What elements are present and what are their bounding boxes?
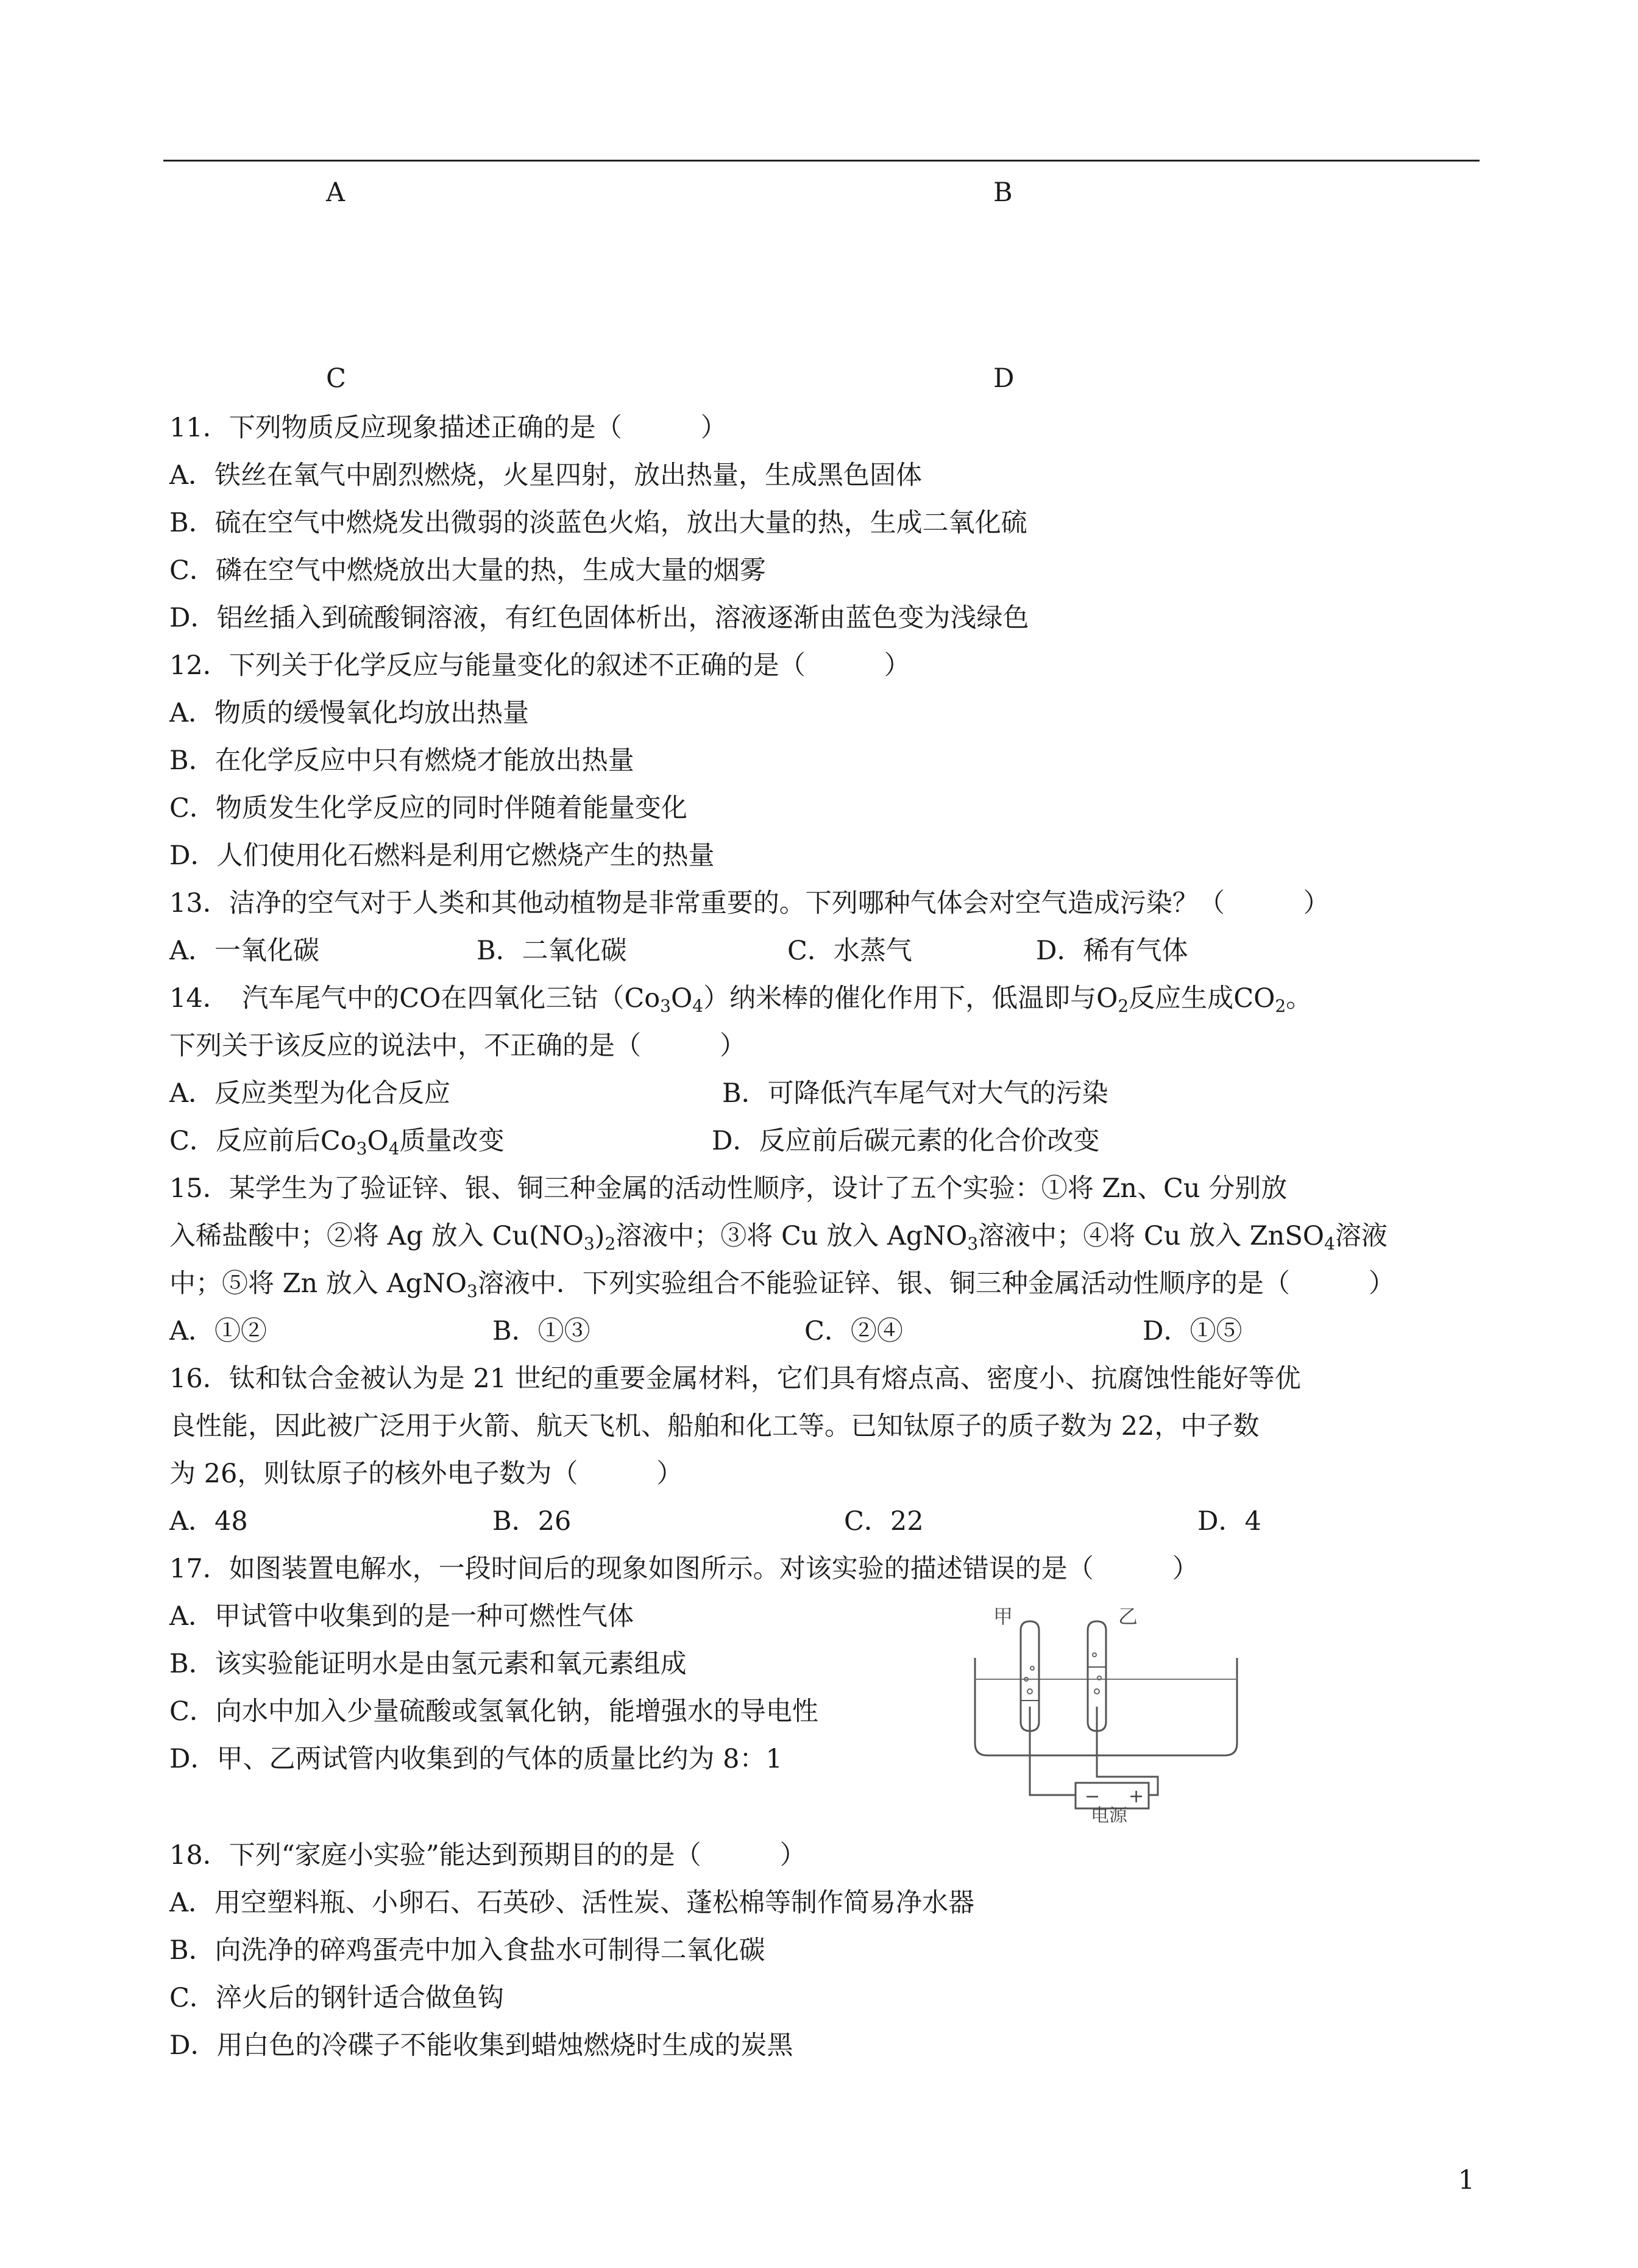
- subscript: 3: [583, 1234, 595, 1254]
- q14-option-b: B．可降低汽车尾气对大气的污染: [722, 1078, 1108, 1109]
- q16-stem-line1: 16．钛和钛合金被认为是 21 世纪的重要金属材料，它们具有熔点高、密度小、抗腐蚀性能好等优: [169, 1363, 1301, 1394]
- q14-c-formula: Co: [320, 1126, 356, 1156]
- q13-option-b: B．二氧化碳: [477, 936, 627, 966]
- q15-option-d: D．①⑤: [1143, 1316, 1243, 1346]
- q18-option-b: B．向洗净的碎鸡蛋壳中加入食盐水可制得二氧化碳: [169, 1935, 765, 1966]
- subscript: 2: [604, 1234, 616, 1254]
- subscript: 4: [1324, 1234, 1335, 1254]
- page-number: 1: [1458, 2165, 1475, 2195]
- q14-stem-line2: 下列关于该反应的说法中，不正确的是（ ）: [169, 1031, 746, 1061]
- q14-formula-catalyst: O: [671, 983, 693, 1014]
- q13-stem: 13．洁净的空气对于人类和其他动植物是非常重要的。下列哪种气体会对空气造成污染？（ ）: [169, 888, 1330, 919]
- q11-option-b: B．硫在空气中燃烧发出微弱的淡蓝色火焰，放出大量的热，生成二氧化硫: [169, 508, 1027, 538]
- q13-option-c: C．水蒸气: [787, 936, 912, 966]
- q15-stem-line3: [169, 1268, 1395, 1301]
- q17-option-d: D．甲、乙两试管内收集到的气体的质量比约为 8：1: [169, 1744, 782, 1774]
- q15-option-a: A．①②: [169, 1316, 268, 1346]
- q15-stem-line2: [169, 1223, 1388, 1253]
- q14-text: 。: [1286, 983, 1313, 1014]
- q11-option-a: A．铁丝在氧气中剧烈燃烧，火星四射，放出热量，生成黑色固体: [169, 460, 923, 491]
- label-yi: 乙: [1118, 1605, 1138, 1628]
- q14-option-d: D．反应前后碳元素的化合价改变: [712, 1126, 1100, 1156]
- q18-option-c: C．淬火后的钢针适合做鱼钩: [169, 1983, 504, 2013]
- q16-option-a: A．48: [169, 1506, 248, 1537]
- electrolysis-apparatus-diagram: [963, 1600, 1249, 1822]
- header-rule: [163, 160, 1480, 162]
- image-option-a-label: A: [326, 177, 346, 208]
- q16-option-c: C．22: [844, 1506, 924, 1537]
- q17-option-b: B．该实验能证明水是由氢元素和氧元素组成: [169, 1649, 687, 1679]
- q13-option-a: A．一氧化碳: [169, 936, 320, 966]
- q15-stem-line1: 15．某学生为了验证锌、银、铜三种金属的活动性顺序，设计了五个实验：①将 Zn、Cu 分别放: [169, 1173, 1288, 1204]
- q15-text: 溶液中；④将 Cu 放入 ZnSO: [978, 1221, 1325, 1251]
- image-option-c-label: C: [326, 363, 346, 394]
- plus-terminal: +: [1129, 1786, 1144, 1807]
- q12-stem: 12．下列关于化学反应与能量变化的叙述不正确的是（ ）: [169, 650, 910, 681]
- label-jia: 甲: [993, 1605, 1013, 1628]
- q14-formula-co2: CO: [1233, 983, 1275, 1014]
- q14-text: 14． 汽车尾气中的: [169, 983, 400, 1014]
- q14-text: ）纳米棒的催化作用下，低温即与: [703, 983, 1097, 1014]
- q17-stem: 17．如图装置电解水，一段时间后的现象如图所示。对该实验的描述错误的是（ ）: [169, 1554, 1199, 1584]
- minus-terminal: −: [1085, 1786, 1101, 1807]
- q16-stem-line3: 为 26，则钛原子的核外电子数为（ ）: [169, 1459, 683, 1489]
- q18-option-a: A．用空塑料瓶、小卵石、石英砂、活性炭、蓬松棉等制作简易净水器: [169, 1888, 975, 1918]
- q14-option-c: [169, 1128, 505, 1157]
- electrolysis-svg: [963, 1600, 1249, 1822]
- subscript: 3: [467, 1281, 478, 1301]
- image-option-d-label: D: [993, 363, 1015, 394]
- q18-stem: 18．下列“家庭小实验”能达到预期目的的是（ ）: [169, 1840, 806, 1871]
- subscript: 4: [692, 996, 704, 1016]
- subscript: 2: [1275, 996, 1286, 1016]
- q15-text: 中；⑤将 Zn 放入 AgNO: [169, 1268, 467, 1299]
- q17-option-c: C．向水中加入少量硫酸或氢氧化钠，能增强水的导电性: [169, 1696, 818, 1727]
- q15-text: 溶液中；③将 Cu 放入 AgNO: [615, 1221, 968, 1251]
- q12-option-a: A．物质的缓慢氧化均放出热量: [169, 698, 530, 728]
- q15-text: 入稀盐酸中；②将 Ag 放入 Cu(NO: [169, 1221, 584, 1251]
- q14-c-text: 质量改变: [399, 1126, 505, 1156]
- q13-option-d: D．稀有气体: [1036, 936, 1188, 966]
- q15-option-c: C．②④: [804, 1316, 903, 1346]
- q12-option-b: B．在化学反应中只有燃烧才能放出热量: [169, 745, 634, 776]
- q14-stem-line1: [169, 983, 1313, 1016]
- subscript: 4: [388, 1139, 400, 1159]
- q11-option-d: D．铝丝插入到硫酸铜溶液，有红色固体析出，溶液逐渐由蓝色变为浅绿色: [169, 603, 1029, 633]
- q14-formula-co: CO: [399, 983, 441, 1014]
- q15-text: ): [594, 1221, 605, 1251]
- q16-option-b: B．26: [492, 1506, 572, 1537]
- q14-c-text: C．反应前后: [169, 1126, 321, 1156]
- q14-formula-o2: O: [1096, 983, 1118, 1014]
- subscript: 3: [356, 1139, 367, 1159]
- q14-text: 反应生成: [1129, 983, 1234, 1014]
- q18-option-d: D．用白色的冷碟子不能收集到蜡烛燃烧时生成的炭黑: [169, 2030, 793, 2061]
- q15-text: 溶液中．下列实验组合不能验证锌、银、铜三种金属活动性顺序的是（ ）: [477, 1268, 1395, 1299]
- wire-negative: [1030, 1731, 1076, 1795]
- q15-text: 溶液: [1335, 1221, 1388, 1251]
- q11-option-c: C．磷在空气中燃烧放出大量的热，生成大量的烟雾: [169, 555, 766, 586]
- subscript: 3: [967, 1234, 979, 1254]
- q16-option-d: D．4: [1197, 1506, 1261, 1537]
- image-option-b-label: B: [993, 177, 1013, 208]
- q12-option-d: D．人们使用化石燃料是利用它燃烧产生的热量: [169, 841, 715, 871]
- q14-formula-catalyst: Co: [624, 983, 661, 1014]
- q14-text: 在四氧化三钴（: [441, 983, 625, 1014]
- subscript: 3: [660, 996, 671, 1016]
- q15-option-b: B．①③: [492, 1316, 590, 1346]
- q14-option-a: A．反应类型为化合反应: [169, 1078, 451, 1109]
- label-power-supply: 电源: [1091, 1805, 1127, 1822]
- subscript: 2: [1118, 996, 1129, 1016]
- q17-option-a: A．甲试管中收集到的是一种可燃性气体: [169, 1601, 634, 1632]
- q11-stem: 11．下列物质反应现象描述正确的是（ ）: [169, 413, 727, 443]
- q16-stem-line2: 良性能，因此被广泛用于火箭、航天飞机、船舶和化工等。已知钛原子的质子数为 22，中子数: [169, 1411, 1260, 1441]
- q12-option-c: C．物质发生化学反应的同时伴随着能量变化: [169, 793, 687, 823]
- q14-c-formula: O: [367, 1126, 389, 1156]
